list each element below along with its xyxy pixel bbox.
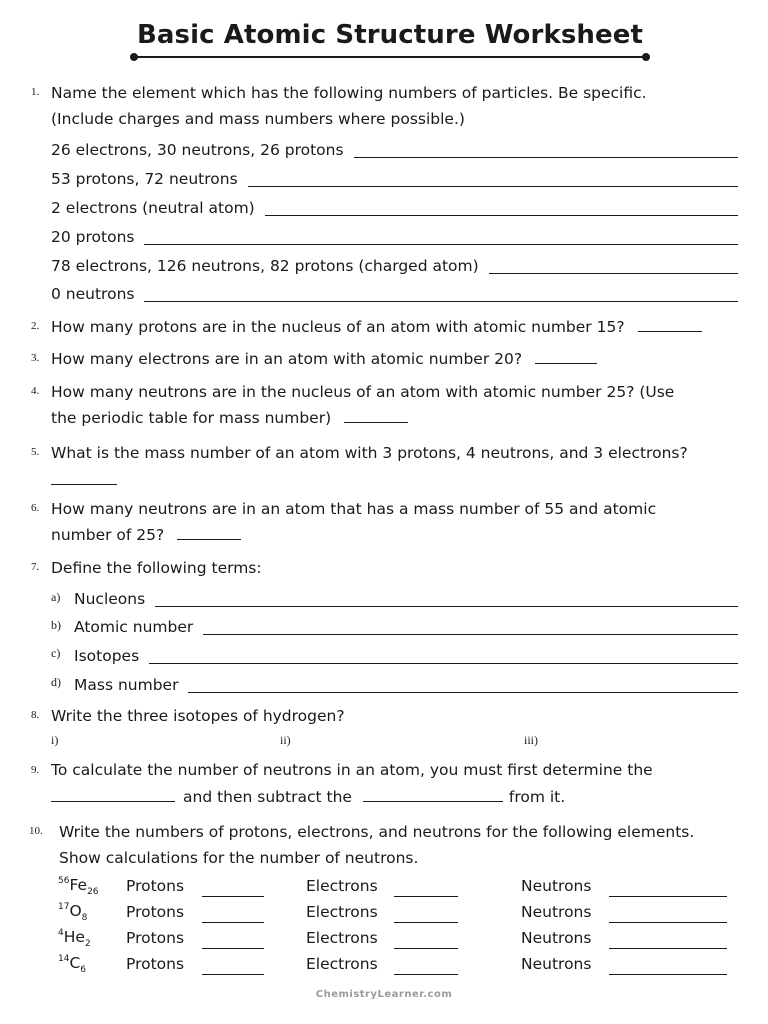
electrons-label: Electrons [306,955,378,973]
question-10-subtext: Show calculations for the number of neutrons. [59,849,419,867]
answer-line[interactable] [489,273,738,274]
question-1-number: 1. [31,86,40,98]
footer-watermark: ChemistryLearner.com [315,989,453,1000]
question-1-item-5-label: 78 electrons, 126 neutrons, 82 protons (charged atom) [51,257,479,275]
title-rule-right-dot [642,53,650,61]
answer-blank[interactable] [535,349,597,364]
question-1-text: Name the element which has the following numbers of particles. Be specific. [51,84,647,102]
title-underline [134,56,646,58]
protons-label: Protons [126,877,185,895]
question-4-text-cont: the periodic table for mass number) [51,409,332,427]
term-a-letter: a) [51,590,61,604]
question-1-item-2 [51,167,738,189]
element-symbol-oxygen: $^{17}O_8$ [58,902,88,923]
answer-blank[interactable] [363,787,503,802]
term-b-letter: b) [51,618,61,632]
question-7-text: Define the following terms: [51,559,262,577]
question-8-text: Write the three isotopes of hydrogen? [51,707,345,725]
question-3 [51,346,597,372]
question-9-number: 9. [31,764,40,776]
question-5-text: What is the mass number of an atom with 3 protons, 4 neutrons, and 3 electrons? [51,444,688,462]
question-3-number: 3. [31,352,40,364]
question-1-item-1-label: 26 electrons, 30 neutrons, 26 protons [51,141,344,159]
isotope-label-i: i) [51,733,59,747]
question-6-text-cont: number of 25? [51,526,165,544]
term-a [74,587,738,609]
question-1-item-3 [51,196,738,218]
isotope-label-iii: iii) [524,733,538,747]
question-6-number: 6. [31,502,40,514]
answer-line[interactable] [203,634,738,635]
electrons-blank[interactable] [394,896,458,897]
neutrons-label: Neutrons [521,929,592,947]
term-d [74,673,738,695]
answer-line[interactable] [144,301,738,302]
answer-line[interactable] [155,606,738,607]
term-c [74,644,738,666]
protons-label: Protons [126,903,185,921]
term-c-label: Isotopes [74,647,140,665]
question-1-item-1 [51,138,738,160]
protons-label: Protons [126,929,185,947]
neutrons-blank[interactable] [609,948,727,949]
element-symbol-helium: $^4He_2$ [58,928,91,949]
question-1-item-2-label: 53 protons, 72 neutrons [51,170,238,188]
question-4-cont [51,405,408,431]
question-4-text: How many neutrons are in the nucleus of an atom with atomic number 25? (Use [51,383,675,401]
electrons-blank[interactable] [394,974,458,975]
question-10-text: Write the numbers of protons, electrons, and neutrons for the following elements. [59,823,695,841]
neutrons-blank[interactable] [609,896,727,897]
page-title: Basic Atomic Structure Worksheet [136,20,644,50]
question-9-text: To calculate the number of neutrons in an atom, you must first determine the [51,761,653,779]
electrons-label: Electrons [306,877,378,895]
question-1-subtext: (Include charges and mass numbers where possible.) [51,110,465,128]
answer-blank[interactable] [177,525,241,540]
answer-line[interactable] [248,186,738,187]
question-9-mid-text: and then subtract the [183,788,352,806]
question-7-number: 7. [31,561,40,573]
answer-blank[interactable] [344,408,408,423]
electrons-blank[interactable] [394,948,458,949]
question-6-cont [51,522,241,548]
term-a-label: Nucleons [74,590,146,608]
protons-blank[interactable] [202,948,264,949]
question-10-number: 10. [29,825,43,837]
isotope-label-ii: ii) [280,733,291,747]
question-2-number: 2. [31,320,40,332]
neutrons-label: Neutrons [521,903,592,921]
answer-blank[interactable] [51,484,117,485]
term-d-letter: d) [51,675,61,689]
electrons-label: Electrons [306,929,378,947]
answer-line[interactable] [354,157,738,158]
answer-blank[interactable] [51,787,175,802]
term-b [74,615,738,637]
electrons-label: Electrons [306,903,378,921]
term-c-letter: c) [51,646,61,660]
answer-line[interactable] [188,692,738,693]
term-b-label: Atomic number [74,618,194,636]
question-8-number: 8. [31,709,40,721]
protons-label: Protons [126,955,185,973]
question-2 [51,314,702,340]
answer-blank[interactable] [638,317,702,332]
answer-line[interactable] [265,215,738,216]
protons-blank[interactable] [202,974,264,975]
answer-line[interactable] [149,663,738,664]
neutrons-blank[interactable] [609,922,727,923]
question-1-item-4 [51,225,738,247]
question-4-number: 4. [31,385,40,397]
protons-blank[interactable] [202,896,264,897]
question-1-item-3-label: 2 electrons (neutral atom) [51,199,255,217]
question-5-number: 5. [31,446,40,458]
question-9-cont [51,784,565,810]
title-rule-left-dot [130,53,138,61]
neutrons-label: Neutrons [521,955,592,973]
question-2-text: How many protons are in the nucleus of an atom with atomic number 15? [51,318,625,336]
electrons-blank[interactable] [394,922,458,923]
neutrons-blank[interactable] [609,974,727,975]
question-6-text: How many neutrons are in an atom that has a mass number of 55 and atomic [51,500,657,518]
question-1-item-5 [51,254,738,276]
element-symbol-carbon: $^{14}C_6$ [58,954,87,975]
element-symbol-iron: $^{56}Fe_{26}$ [58,876,99,897]
question-1-item-6-label: 0 neutrons [51,285,135,303]
neutrons-label: Neutrons [521,877,592,895]
term-d-label: Mass number [74,676,179,694]
question-1-item-6 [51,282,738,304]
answer-line[interactable] [144,244,738,245]
question-9-end-text: from it. [508,788,566,806]
title-block [130,18,650,62]
protons-blank[interactable] [202,922,264,923]
question-1-item-4-label: 20 protons [51,228,135,246]
question-3-text: How many electrons are in an atom with atomic number 20? [51,350,523,368]
